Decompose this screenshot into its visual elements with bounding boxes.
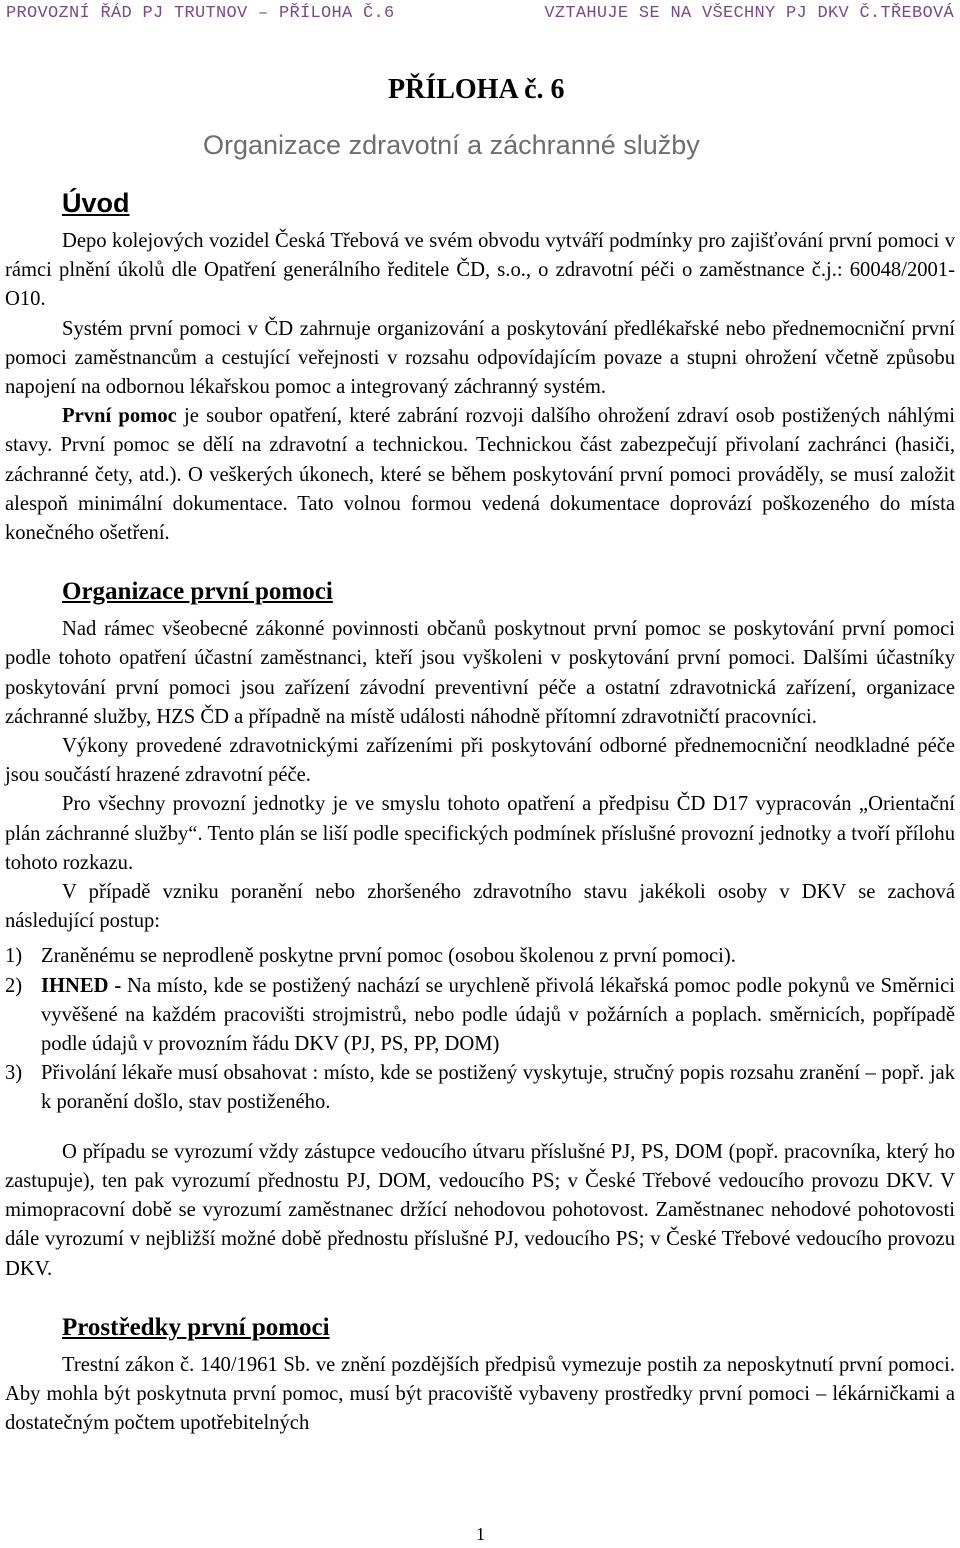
list-item bbox=[5, 972, 955, 1060]
term-prvni-pomoc: První pomoc bbox=[62, 405, 177, 428]
list-item bbox=[5, 1059, 955, 1117]
list-item-number: 3) bbox=[5, 1062, 23, 1085]
page-number: 1 bbox=[476, 1524, 485, 1544]
paragraph-prostredky-1: Trestní zákon č. 140/1961 Sb. ve znění pozdějších předpisů vymezuje postih za neposkytnutí první pomoci. Aby mohla být poskytnuta první pomoc, musí být pracoviště vybaveny prostředky první pomoci – lékárničkami a dostatečným počtem upotřebitelných bbox=[5, 1353, 955, 1435]
paragraph-organizace-3: Pro všechny provozní jednotky je ve smyslu tohoto opatření a předpisu ČD D17 vypracován „Orientační plán záchranné služby“. Tento plán se liší podle specifických podmínek příslušné provozní jednotky a tvoří přílohu tohoto rozkazu. bbox=[5, 793, 955, 874]
paragraph-uvod-3 bbox=[5, 402, 955, 548]
paragraph-organizace-2: Výkony provedené zdravotnickými zařízeními při poskytování odborné přednemocniční neodkladné péče jsou součástí hrazené zdravotní péče. bbox=[5, 735, 955, 787]
appendix-title: PŘÍLOHA č. 6 bbox=[388, 74, 565, 105]
section-heading-uvod: Úvod bbox=[62, 188, 130, 218]
section-heading-organizace: Organizace první pomoci bbox=[62, 578, 333, 606]
document-title: Organizace zdravotní a záchranné služby bbox=[203, 130, 700, 160]
procedure-list bbox=[5, 942, 955, 1117]
list-item bbox=[5, 942, 955, 971]
list-item-text: Zraněnému se neprodleně poskytne první pomoc (osobou školenou z první pomoci). bbox=[41, 945, 736, 968]
running-header-right: VZTAHUJE SE NA VŠECHNY PJ DKV Č.TŘEBOVÁ bbox=[544, 4, 954, 23]
list-item-number: 2) bbox=[5, 974, 23, 997]
list-item-text: Přivolání lékaře musí obsahovat : místo, kde se postižený vyskytuje, stručný popis rozsahu zranění – popř. jak k poranění došlo, stav postiženého. bbox=[41, 1062, 955, 1114]
paragraph-organizace-4: V případě vzniku poranění nebo zhoršeného zdravotního stavu jakékoli osoby v DKV se zachová následující postup: bbox=[5, 881, 955, 933]
paragraph-organizace-1: Nad rámec všeobecné zákonné povinnosti občanů poskytnout první pomoc se poskytování první pomoci podle tohoto opatření účastní zaměstnanci, kteří jsou vyškoleni v poskytování první pomoci. Dalšími účastníky poskytování první pomoci jsou zařízení závodní preventivní péče a ostatní zdravotnická zařízení, organizace záchranné služby, HZS ČD a případně na místě události náhodně přítomní zdravotničtí pracovníci. bbox=[5, 618, 955, 728]
paragraph-organizace-5: O případu se vyrozumí vždy zástupce vedoucího útvaru příslušné PJ, PS, DOM (popř. pracovníka, který ho zastupuje), ten pak vyrozumí přednostu PJ, DOM, vedoucího PS; v České Třebové vedoucího provozu DKV. V mimopracovní době se vyrozumí zaměstnanec držící nehodovou pohotovost. Zaměstnanec nehodové pohotovosti dále vyrozumí v nejbližší možné době přednostu příslušné PJ, vedoucího PS; v České Třebové vedoucího provozu DKV. bbox=[5, 1140, 955, 1280]
list-item-text: Na místo, kde se postižený nachází se urychleně přivolá lékařská pomoc podle pokynů ve Směrnici vyvěšené na každém pracovišti strojmistrů, nebo podle údajů v požárních a poplach. směrnicích, popřípadě podle údajů v provozním řádu DKV (PJ, PS, PP, DOM) bbox=[41, 974, 955, 1056]
running-header-left: PROVOZNÍ ŘÁD PJ TRUTNOV – PŘÍLOHA Č.6 bbox=[6, 4, 395, 23]
paragraph-uvod-2: Systém první pomoci v ČD zahrnuje organizování a poskytování předlékařské nebo přednemocniční první pomoci zaměstnancům a cestující veřejnosti v rozsahu odpovídajícím povaze a stupni ohrožení včetně způsobu napojení na odbornou lékařskou pomoc a integrovaný záchranný systém. bbox=[5, 317, 955, 399]
list-item-emphasis: IHNED - bbox=[41, 974, 122, 997]
list-item-number: 1) bbox=[5, 945, 23, 968]
paragraph-uvod-1: Depo kolejových vozidel Česká Třebová ve svém obvodu vytváří podmínky pro zajišťování první pomoci v rámci plnění úkolů dle Opatření generálního ředitele ČD, s.o., o zdravotní péči o zaměstnance č.j.: 60048/2001-O10. bbox=[5, 230, 955, 311]
document-body bbox=[5, 227, 955, 1438]
section-heading-prostredky: Prostředky první pomoci bbox=[62, 1313, 330, 1341]
paragraph-uvod-3-text: je soubor opatření, které zabrání rozvoji dalšího ohrožení zdraví osob postižených náhlými stavy. První pomoc se dělí na zdravotní a technickou. Technickou část zabezpečují přivolaní zachránci (hasiči, záchranné čety, atd.). O veškerých úkonech, které se během poskytování první pomoci prováděly, se musí založit alespoň minimální dokumentace. Tato volnou formou vedená dokumentace doprovází poškozeného do místa konečného ošetření. bbox=[5, 405, 955, 545]
